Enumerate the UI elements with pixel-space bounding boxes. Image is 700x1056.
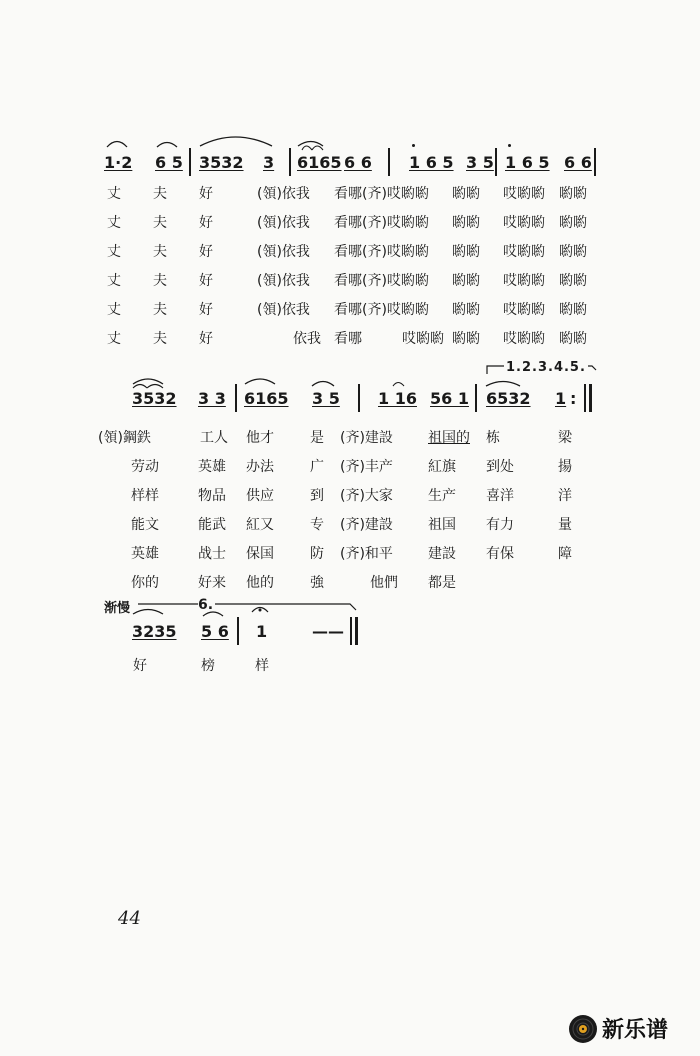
lyric: 看哪(齐)哎喲喲: [334, 273, 429, 289]
lyric: 他們: [370, 575, 398, 591]
lyric: 看哪(齐)哎喲喲: [334, 244, 429, 260]
lyric: 喲喲: [559, 331, 587, 347]
lyric: 哎喲喲: [503, 186, 545, 202]
lyric: 战士: [198, 546, 226, 562]
lyric: 有力: [486, 517, 514, 533]
lyric: 哎喲喲: [503, 244, 545, 260]
lyric: 夫: [153, 302, 167, 318]
lyric: 喲喲: [559, 215, 587, 231]
high-octave-dot: [412, 144, 415, 147]
lyric: 喲喲: [559, 244, 587, 260]
barline: [495, 148, 497, 176]
note-group: 1 16: [378, 389, 417, 408]
lyric: 好: [199, 302, 213, 318]
lyric: 是: [310, 430, 324, 446]
lyric: 丈: [107, 186, 121, 202]
note-group: 1 6 5: [409, 153, 454, 172]
lyric: 丈: [107, 273, 121, 289]
lyric: 你的: [131, 575, 159, 591]
lyric: 喲喲: [559, 302, 587, 318]
lyric: 哎喲喲: [503, 215, 545, 231]
lyric: 喲喲: [452, 244, 480, 260]
note-group: 1 6 5: [505, 153, 550, 172]
lyric: 样: [255, 658, 269, 674]
lyric: 洋: [558, 488, 572, 504]
lyric: (齐)大家: [340, 488, 393, 504]
lyric: (齐)和平: [340, 546, 393, 562]
lyric: 障: [558, 546, 572, 562]
note-group: 3 3: [198, 389, 226, 408]
repeat-colon: :: [570, 389, 577, 408]
lyric: 栋: [486, 430, 500, 446]
lyric: (齐)建設: [340, 430, 393, 446]
lyric: 喲喲: [452, 273, 480, 289]
vinyl-record-icon: [568, 1014, 598, 1044]
volta-label: 6.: [198, 597, 214, 613]
lyric: 好: [199, 273, 213, 289]
note-group: 1: [555, 389, 567, 408]
lyric: 能文: [131, 517, 159, 533]
lyric: 強: [310, 575, 324, 591]
note-group: 3532: [132, 389, 177, 408]
lyric: (領)依我: [257, 244, 310, 260]
final-barline: [350, 617, 352, 645]
barline: [358, 384, 360, 412]
lyric: 看哪(齐)哎喲喲: [334, 215, 429, 231]
note-group: 5 6: [201, 622, 229, 641]
lyric: 夫: [153, 186, 167, 202]
lyric: 祖国的: [428, 430, 470, 446]
lyric: 看哪(齐)哎喲喲: [334, 186, 429, 202]
lyric: 梁: [558, 430, 572, 446]
lyric: 夫: [153, 215, 167, 231]
lyric: 夫: [153, 244, 167, 260]
lyric: 他的: [246, 575, 274, 591]
note-group: 6 6: [564, 153, 592, 172]
lyric: 喲喲: [452, 186, 480, 202]
barline: [594, 148, 596, 176]
lyric: (齐)建設: [340, 517, 393, 533]
note-group: 6165: [297, 153, 342, 172]
lyric: 物品: [198, 488, 226, 504]
lyric: 看哪: [334, 331, 362, 347]
repeat-barline: [584, 384, 586, 412]
note-group: 3532: [199, 153, 244, 172]
lyric: 英雄: [198, 459, 226, 475]
lyric: 喲喲: [559, 186, 587, 202]
lyric: 丈: [107, 331, 121, 347]
lyric: (領)鋼鉄: [98, 430, 151, 446]
lyric: 工人: [200, 430, 228, 446]
lyric: 榜: [201, 658, 215, 674]
lyric: 喲喲: [559, 273, 587, 289]
lyric: 他才: [246, 430, 274, 446]
lyric: 样样: [131, 488, 159, 504]
lyric: 丈: [107, 302, 121, 318]
lyric: 办法: [246, 459, 274, 475]
lyric: 防: [310, 546, 324, 562]
note-group: 3 5: [466, 153, 494, 172]
sustain-dash: ——: [312, 622, 344, 641]
note-group: 3 5: [312, 389, 340, 408]
lyric: (領)依我: [257, 273, 310, 289]
lyric: 依我: [293, 331, 321, 347]
note-group: 1·2: [104, 153, 133, 172]
lyric: 丈: [107, 215, 121, 231]
lyric: 紅又: [246, 517, 274, 533]
lyric: 喲喲: [452, 331, 480, 347]
lyric: 保国: [246, 546, 274, 562]
lyric: 广: [310, 459, 324, 475]
lyric: 好: [199, 244, 213, 260]
lyric: 夫: [153, 273, 167, 289]
lyric: 夫: [153, 331, 167, 347]
lyric: (齐)丰产: [340, 459, 393, 475]
note-group: 6 5: [155, 153, 183, 172]
lyric: 好: [199, 215, 213, 231]
lyric: 好来: [198, 575, 226, 591]
lyric: 都是: [428, 575, 456, 591]
lyric: 生产: [428, 488, 456, 504]
lyric: 丈: [107, 244, 121, 260]
high-octave-dot: [508, 144, 511, 147]
barline: [235, 384, 237, 412]
page-number: 44: [118, 908, 141, 929]
lyric: 好: [199, 186, 213, 202]
lyric: 喜洋: [486, 488, 514, 504]
watermark-text: 新乐谱: [602, 1018, 669, 1043]
note-group: 6165: [244, 389, 289, 408]
lyric: 祖国: [428, 517, 456, 533]
lyric: 有保: [486, 546, 514, 562]
tempo-marking: 渐慢: [104, 601, 131, 616]
lyric: 英雄: [131, 546, 159, 562]
lyric: 哎喲喲: [503, 331, 545, 347]
final-barline-thick: [355, 617, 358, 645]
system-2-slurs-volta: [0, 360, 700, 420]
barline: [289, 148, 291, 176]
note-group: 56 1: [430, 389, 469, 408]
lyric: 劳动: [131, 459, 159, 475]
lyric: 哎喲喲: [503, 302, 545, 318]
barline: [189, 148, 191, 176]
lyric: 专: [310, 517, 324, 533]
barline: [388, 148, 390, 176]
lyric: (領)依我: [257, 186, 310, 202]
note-group: 6 6: [344, 153, 372, 172]
lyric: 好: [199, 331, 213, 347]
note-group: 3: [263, 153, 275, 172]
note-group: 6532: [486, 389, 531, 408]
lyric: 量: [558, 517, 572, 533]
lyric: (領)依我: [257, 215, 310, 231]
note-group: 3235: [132, 622, 177, 641]
lyric: 能武: [198, 517, 226, 533]
lyric: 喲喲: [452, 302, 480, 318]
note-group: 1: [256, 622, 268, 641]
lyric: 到处: [486, 459, 514, 475]
lyric: 建設: [428, 546, 456, 562]
barline: [237, 617, 239, 645]
lyric: 看哪(齐)哎喲喲: [334, 302, 429, 318]
watermark: [568, 1013, 668, 1044]
barline: [475, 384, 477, 412]
lyric: 好: [133, 658, 147, 674]
lyric: 揚: [558, 459, 572, 475]
lyric: 到: [310, 488, 324, 504]
lyric: 哎喲喲: [503, 273, 545, 289]
lyric: (領)依我: [257, 302, 310, 318]
lyric: 哎喲喲: [402, 331, 444, 347]
lyric: 供应: [246, 488, 274, 504]
lyric: 喲喲: [452, 215, 480, 231]
repeat-barline-thick: [589, 384, 592, 412]
lyric: 紅旗: [428, 459, 456, 475]
volta-label: 1.2.3.4.5.: [506, 360, 586, 375]
